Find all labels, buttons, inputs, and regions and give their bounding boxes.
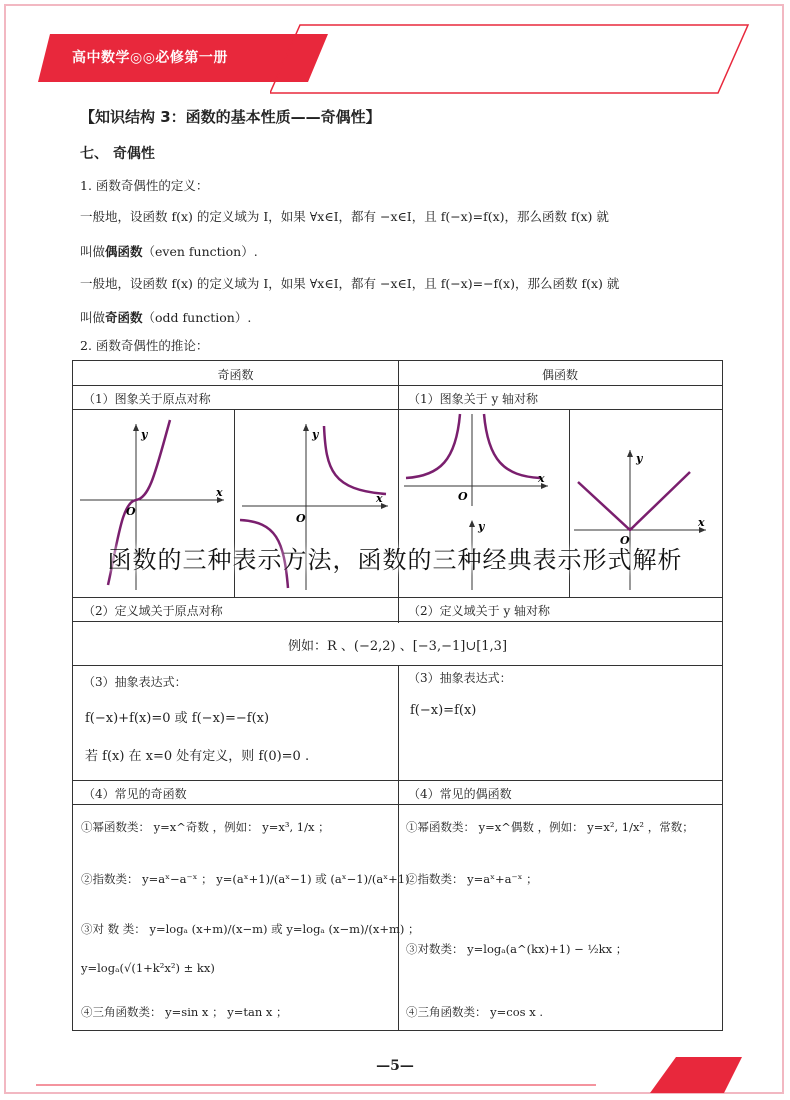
even-log-functions: ③对数类： y=logₐ(a^(kx)+1) − ½kx ； [406, 942, 628, 956]
even-exponential-functions: ②指数类： y=aˣ+a⁻ˣ ； [406, 872, 538, 886]
odd-exponential-functions: ②指数类： y=aˣ−a⁻ˣ ； y=(aˣ+1)/(aˣ−1) 或 (aˣ−1)/(aˣ+1) [81, 872, 410, 886]
graph1-x-label: x [216, 486, 223, 499]
odd-domain-label: （2）定义域关于原点对称 [83, 604, 223, 618]
graph1-origin: O [126, 505, 136, 518]
inference-heading: 2. 函数奇偶性的推论： [80, 338, 209, 353]
odd-zero-property: 若 f(x) 在 x=0 处有定义，则 f(0)=0 . [85, 749, 310, 764]
odd-definition-line1: 一般地，设函数 f(x) 的定义域为 I，如果 ∀x∈I，都有 −x∈I，且 f(−x)=−f(x)，那么函数 f(x) 就 [80, 276, 620, 291]
graph2-y-label: y [312, 428, 319, 441]
even-def-suffix: （even function）. [142, 244, 258, 259]
header-odd-function: 奇函数 [217, 368, 254, 382]
graph4-x-label: x [698, 516, 705, 529]
even-power-functions: ①幂函数类： y=x^偶数 ，例如： y=x², 1/x² ，常数； [406, 820, 694, 834]
graph3-y-label: y [478, 520, 485, 533]
graph3-x-label: x [538, 472, 545, 485]
graph3-origin: O [458, 490, 468, 503]
odd-trig-functions: ④三角函数类： y=sin x ； y=tan x ； [81, 1005, 288, 1019]
header-banner-text: 高中数学◎◎必修第一册 [72, 50, 228, 66]
odd-def-suffix: （odd function）. [142, 310, 252, 325]
odd-function-term: 奇函数 [105, 310, 143, 325]
header-banner-outline [270, 24, 750, 94]
odd-log-functions-2: y=logₐ(√(1+k²x²) ± kx) [81, 961, 215, 975]
even-abstract-expression: f(−x)=f(x) [410, 703, 477, 718]
odd-common-label: （4）常见的奇函数 [83, 787, 187, 801]
even-definition-line1: 一般地，设函数 f(x) 的定义域为 I，如果 ∀x∈I，都有 −x∈I，且 f(−x)=f(x)，那么函数 f(x) 就 [80, 209, 609, 224]
odd-def-prefix: 叫做 [80, 310, 106, 325]
graph2-x-label: x [376, 492, 383, 505]
odd-definition-line2 [80, 308, 251, 326]
graph4-y-label: y [636, 452, 643, 465]
even-common-label: （4）常见的偶函数 [408, 787, 512, 801]
odd-abstract-label: （3）抽象表达式： [83, 675, 187, 689]
definition-heading: 1. 函数奇偶性的定义： [80, 178, 209, 193]
odd-log-functions: ③对 数 类： y=logₐ (x+m)/(x−m) 或 y=logₐ (x−m)/(x+m) ； [81, 922, 420, 936]
graph1-y-label: y [141, 428, 148, 441]
even-def-prefix: 叫做 [80, 244, 106, 259]
graph2-origin: O [296, 512, 306, 525]
sub-heading: 七、 奇偶性 [80, 146, 155, 162]
graph4-origin: O [620, 534, 630, 547]
even-trig-functions: ④三角函数类： y=cos x . [406, 1005, 544, 1019]
even-abstract-label: （3）抽象表达式： [408, 671, 512, 685]
domain-example: 例如：R 、(−2,2) 、[−3,−1]∪[1,3] [287, 639, 508, 654]
even-domain-label: （2）定义域关于 y 轴对称 [408, 604, 551, 618]
page-number: —5— [376, 1058, 414, 1074]
section-title: 【知识结构 3：函数的基本性质——奇偶性】 [80, 108, 381, 126]
even-definition-line2 [80, 242, 258, 260]
odd-power-functions: ①幂函数类： y=x^奇数 ，例如： y=x³, 1/x ； [81, 820, 330, 834]
even-function-term: 偶函数 [105, 244, 143, 259]
even-symmetry-label: （1）图象关于 y 轴对称 [408, 392, 539, 406]
odd-abstract-expression: f(−x)+f(x)=0 或 f(−x)=−f(x) [85, 711, 270, 726]
odd-symmetry-label: （1）图象关于原点对称 [83, 392, 211, 406]
header-even-function: 偶函数 [541, 368, 578, 382]
overlay-caption: 函数的三种表示方法，函数的三种经典表示形式解析 [107, 546, 683, 574]
